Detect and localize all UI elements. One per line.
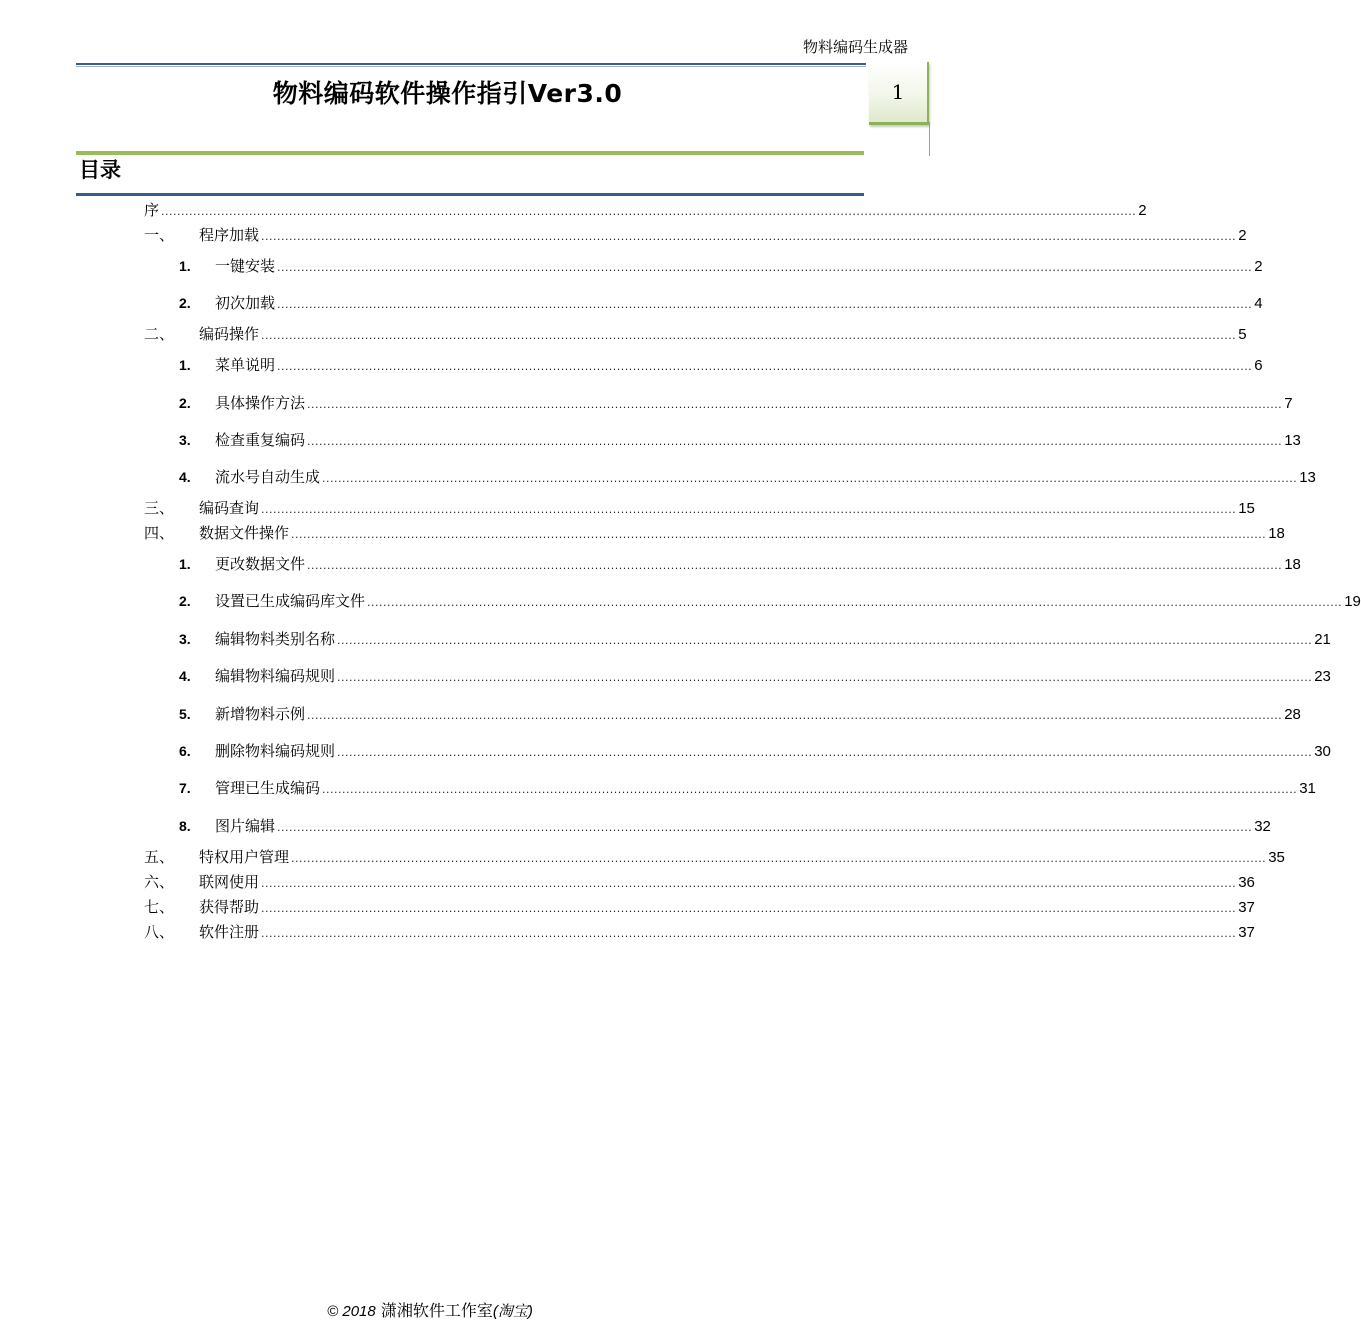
toc-leader: ....................................................................................................................................................................................................................................................: [277, 360, 1253, 373]
toc-entry-label: 一键安装: [215, 257, 276, 275]
toc-entry-page: 19: [1344, 593, 1361, 610]
toc-entry-label: 编辑物料编码规则: [215, 667, 336, 685]
page-box-tail-line: [929, 122, 930, 156]
toc-entry-number: 3.: [179, 432, 191, 448]
toc-entry-page: 5: [1238, 326, 1247, 343]
toc-entry-label: 删除物料编码规则: [215, 742, 336, 760]
toc-entry[interactable]: [179, 665, 1331, 687]
toc-entry[interactable]: [179, 392, 1293, 414]
toc-leader: ....................................................................................................................................................................................................................................................: [291, 852, 1267, 865]
toc-entry[interactable]: [144, 224, 1247, 246]
toc-entry-number: 2.: [179, 593, 191, 609]
header-rule-thin: [76, 66, 866, 67]
toc-leader: ....................................................................................................................................................................................................................................................: [261, 329, 1237, 342]
toc-entry-page: 13: [1299, 469, 1316, 486]
toc-entry-page: 2: [1138, 202, 1147, 219]
toc-entry-number: 2.: [179, 295, 191, 311]
header-rule: [76, 63, 866, 65]
toc-entry-number: 1.: [179, 357, 191, 373]
toc-entry[interactable]: [179, 740, 1331, 762]
toc-entry-number: 二、: [144, 325, 175, 343]
toc-entry-number: 三、: [144, 499, 175, 517]
toc-leader: ....................................................................................................................................................................................................................................................: [337, 671, 1313, 684]
toc-entry-page: 37: [1238, 924, 1255, 941]
toc-entry-label: 序: [144, 201, 160, 219]
toc-leader: ....................................................................................................................................................................................................................................................: [337, 746, 1313, 759]
toc-entry-page: 13: [1284, 432, 1301, 449]
toc-entry-page: 18: [1268, 525, 1285, 542]
toc-entry-label: 菜单说明: [215, 356, 276, 374]
toc-entry[interactable]: [179, 292, 1263, 314]
toc-entry-label: 初次加载: [215, 294, 276, 312]
toc-entry[interactable]: [179, 703, 1301, 725]
toc-leader: ....................................................................................................................................................................................................................................................: [161, 205, 1137, 218]
toc-entry-label: 编码查询: [199, 499, 260, 517]
toc-entry[interactable]: [144, 199, 1147, 221]
toc-entry[interactable]: [144, 921, 1255, 943]
page-number-box: [869, 62, 929, 125]
toc-entry[interactable]: [179, 553, 1301, 575]
toc-entry-number: 五、: [144, 848, 175, 866]
toc-entry-label: 流水号自动生成: [215, 468, 321, 486]
toc-entry-page: 6: [1254, 357, 1263, 374]
toc-entry-number: 七、: [144, 898, 175, 916]
toc-entry-label: 软件注册: [199, 923, 260, 941]
toc-entry[interactable]: [144, 497, 1255, 519]
toc-leader: ....................................................................................................................................................................................................................................................: [277, 261, 1253, 274]
toc-entry[interactable]: [179, 354, 1263, 376]
toc-entry[interactable]: [144, 871, 1255, 893]
toc-entry-page: 36: [1238, 874, 1255, 891]
toc-entry-label: 编码操作: [199, 325, 260, 343]
toc-entry-number: 六、: [144, 873, 175, 891]
toc-entry-page: 4: [1254, 295, 1263, 312]
toc-entry-label: 设置已生成编码库文件: [215, 592, 366, 610]
toc-entry-label: 数据文件操作: [199, 524, 290, 542]
toc-entry-number: 一、: [144, 226, 175, 244]
toc-entry[interactable]: [144, 522, 1285, 544]
toc-entry[interactable]: [144, 323, 1247, 345]
toc-entry-page: 31: [1299, 780, 1316, 797]
toc-entry-number: 8.: [179, 818, 191, 834]
toc-entry-page: 2: [1254, 258, 1263, 275]
toc-entry-page: 35: [1268, 849, 1285, 866]
toc-entry-number: 四、: [144, 524, 175, 542]
toc-entry-label: 检查重复编码: [215, 431, 306, 449]
toc-entry-page: 15: [1238, 500, 1255, 517]
toc-entry-label: 程序加载: [199, 226, 260, 244]
toc-entry-label: 图片编辑: [215, 817, 276, 835]
toc-entry-number: 2.: [179, 395, 191, 411]
toc-entry[interactable]: [179, 815, 1271, 837]
toc-entry-page: 37: [1238, 899, 1255, 916]
toc-leader: ....................................................................................................................................................................................................................................................: [307, 398, 1283, 411]
toc-entry-number: 4.: [179, 469, 191, 485]
toc-heading-text: 目录: [79, 158, 121, 182]
toc-entry-label: 更改数据文件: [215, 555, 306, 573]
toc-heading: [79, 154, 121, 184]
toc-leader: ....................................................................................................................................................................................................................................................: [261, 503, 1237, 516]
toc-leader: ....................................................................................................................................................................................................................................................: [307, 435, 1283, 448]
toc-entry-label: 具体操作方法: [215, 394, 306, 412]
toc-leader: ....................................................................................................................................................................................................................................................: [307, 709, 1283, 722]
toc-leader: ....................................................................................................................................................................................................................................................: [277, 298, 1253, 311]
toc-entry[interactable]: [144, 846, 1285, 868]
toc-entry[interactable]: [179, 255, 1263, 277]
toc-entry-number: 7.: [179, 780, 191, 796]
toc-entry-number: 3.: [179, 631, 191, 647]
toc-leader: ....................................................................................................................................................................................................................................................: [261, 902, 1237, 915]
toc-entry-page: 2: [1238, 227, 1247, 244]
toc-entry-page: 23: [1314, 668, 1331, 685]
toc-entry-page: 28: [1284, 706, 1301, 723]
document-title: 物料编码软件操作指引Ver3.0: [272, 79, 623, 108]
toc-entry[interactable]: [179, 590, 1361, 612]
toc-leader: ....................................................................................................................................................................................................................................................: [291, 528, 1267, 541]
toc-entry-label: 管理已生成编码: [215, 779, 321, 797]
toc-entry[interactable]: [179, 777, 1316, 799]
toc-entry-page: 21: [1314, 631, 1331, 648]
toc-rule: [76, 193, 864, 196]
toc-entry-number: 1.: [179, 258, 191, 274]
page-number: 1: [891, 80, 905, 104]
toc-entry-number: 4.: [179, 668, 191, 684]
running-header-title: 物料编码生成器: [802, 38, 908, 56]
toc-leader: ....................................................................................................................................................................................................................................................: [322, 472, 1298, 485]
toc-leader: ....................................................................................................................................................................................................................................................: [261, 230, 1237, 243]
toc-leader: ....................................................................................................................................................................................................................................................: [261, 877, 1237, 890]
toc-entry-number: 1.: [179, 556, 191, 572]
footer: [0, 1298, 860, 1321]
toc-leader: ....................................................................................................................................................................................................................................................: [337, 634, 1313, 647]
footer-studio: 潇湘软件工作室: [380, 1301, 493, 1320]
toc-entry-number: 5.: [179, 706, 191, 722]
toc-entry-label: 获得帮助: [199, 898, 260, 916]
toc-entry[interactable]: [144, 896, 1255, 918]
toc-entry-label: 编辑物料类别名称: [215, 630, 336, 648]
footer-suffix: (淘宝): [492, 1303, 533, 1320]
toc-entry-page: 18: [1284, 556, 1301, 573]
toc-entry-label: 新增物料示例: [215, 705, 306, 723]
green-rule: [76, 151, 864, 155]
toc-leader: ....................................................................................................................................................................................................................................................: [277, 821, 1253, 834]
toc-entry-number: 6.: [179, 743, 191, 759]
toc-entry[interactable]: [179, 628, 1331, 650]
toc-entry-page: 32: [1254, 818, 1271, 835]
toc-leader: ....................................................................................................................................................................................................................................................: [261, 927, 1237, 940]
toc-entry[interactable]: [179, 429, 1301, 451]
toc-entry-page: 7: [1284, 395, 1293, 412]
toc-entry-label: 联网使用: [199, 873, 260, 891]
toc-leader: ....................................................................................................................................................................................................................................................: [307, 559, 1283, 572]
toc-entry-number: 八、: [144, 923, 175, 941]
toc-entry-label: 特权用户管理: [199, 848, 290, 866]
footer-copyright: © 2018: [327, 1303, 376, 1320]
toc-entry-page: 30: [1314, 743, 1331, 760]
toc-leader: ....................................................................................................................................................................................................................................................: [367, 596, 1343, 609]
toc-entry[interactable]: [179, 466, 1316, 488]
toc-leader: ....................................................................................................................................................................................................................................................: [322, 783, 1298, 796]
